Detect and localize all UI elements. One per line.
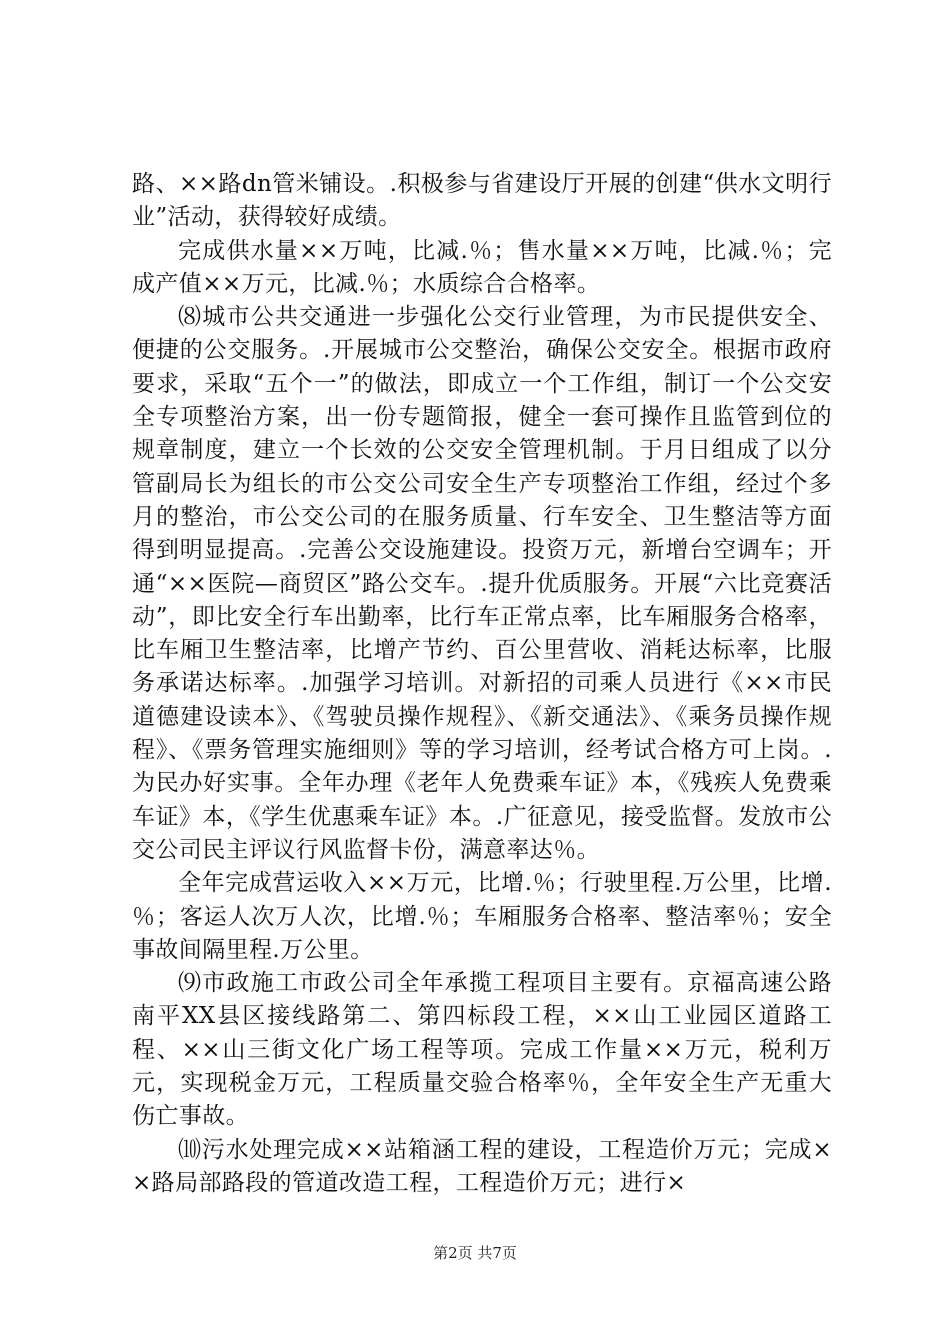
paragraph-public-transit: ⑻城市公共交通进一步强化公交行业管理，为市民提供安全、便捷的公交服务。.开展城市公交整治，确保公交安全。根据市政府要求，采取“五个一”的做法，即成立一个工作组，制订一个公交安全专项整治方案，出一份专题简报，健全一套可操作且监管到位的规章制度，建立一个长效的公交安全管理机制。于月日组成了以分管副局长为组长的市公交公司安全生产专项整治工作组，经过个多月的整治，市公交公司的在服务质量、行车安全、卫生整洁等方面得到明显提高。.完善公交设施建设。投资万元，新增台空调车；开通“××医院—商贸区”路公交车。.提升优质服务。开展“六比竞赛活动”，即比安全行车出勤率，比行车正常点率，比车厢服务合格率，比车厢卫生整洁率，比增产节约、百公里营收、消耗达标率，比服务承诺达标率。.加强学习培训。对新招的司乘人员进行《××市民道德建设读本》、《驾驶员操作规程》、《新交通法》、《乘务员操作规程》、《票务管理实施细则》等的学习培训，经考试合格方可上岗。.为民办好实事。全年办理《老年人免费乘车证》本，《残疾人免费乘车证》本，《学生优惠乘车证》本。.广征意见，接受监督。发放市公交公司民主评议行风监督卡份，满意率达％。 bbox=[132, 304, 832, 863]
paragraph-transit-stats: 全年完成营运收入××万元，比增.％；行驶里程.万公里，比增.％；客运人次万人次，比增.％；车厢服务合格率、整洁率％；安全事故间隔里程.万公里。 bbox=[132, 870, 832, 963]
paragraph-water-supply-stats: 完成供水量××万吨，比减.％；售水量××万吨，比减.％；完成产值××万元，比减.％；水质综合合格率。 bbox=[132, 237, 832, 297]
paragraph-sewage-treatment: ⑽污水处理完成××站箱涵工程的建设，工程造价万元；完成××路局部路段的管道改造工程，工程造价万元；进行× bbox=[132, 1136, 832, 1196]
paragraph-water-supply-continued: 路、××路dn管米铺设。.积极参与省建设厅开展的创建“供水文明行业”活动，获得较好成绩。 bbox=[132, 171, 832, 231]
body-text bbox=[132, 168, 832, 1200]
page-number-footer: 第2页 共7页 bbox=[433, 1244, 517, 1262]
paragraph-municipal-construction: ⑼市政施工市政公司全年承揽工程项目主要有。京福高速公路南平XX县区接线路第二、第四标段工程，××山工业园区道路工程、××山三街文化广场工程等项。完成工作量××万元，税利万元，实现税金万元，工程质量交验合格率％，全年安全生产无重大伤亡事故。 bbox=[132, 970, 832, 1130]
